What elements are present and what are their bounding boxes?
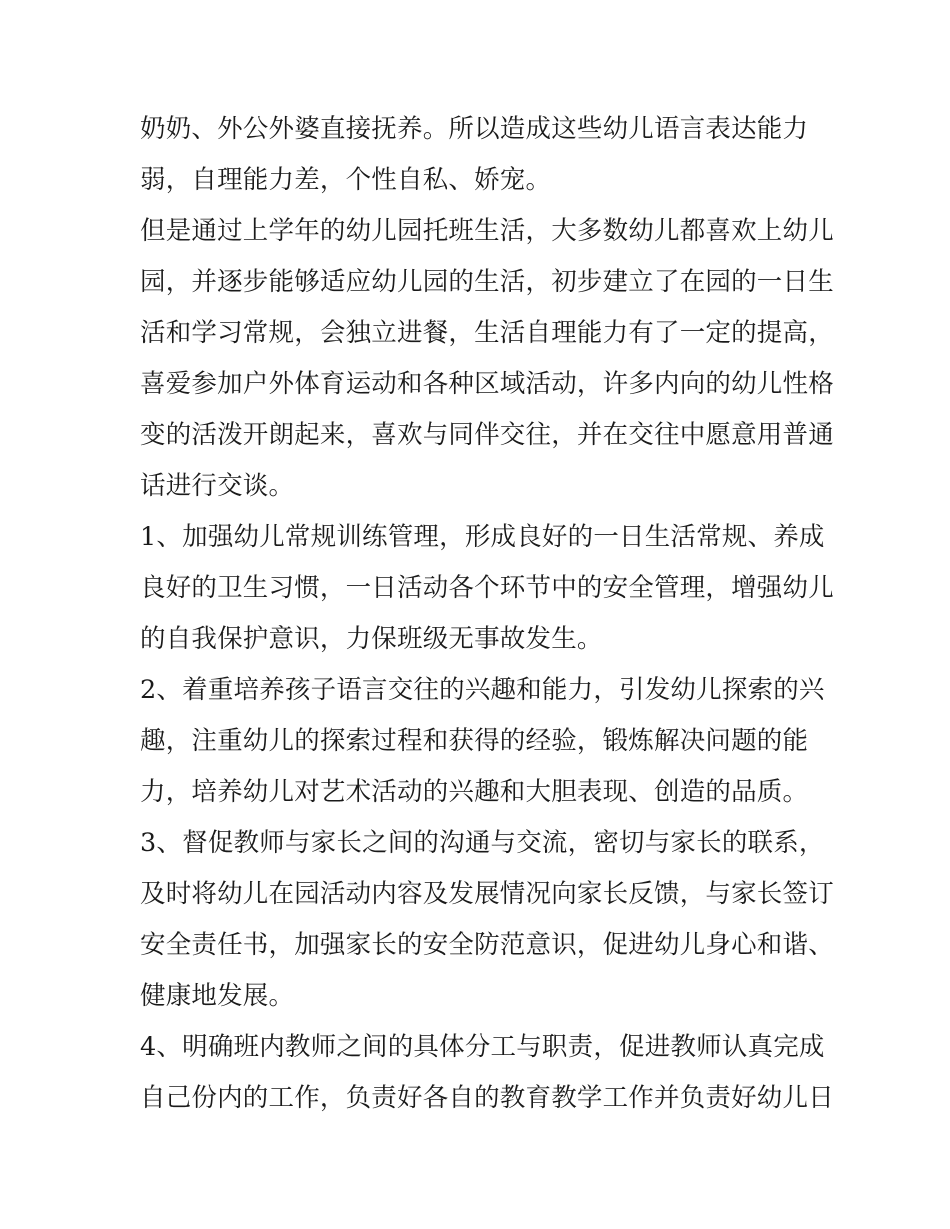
text-line: 活和学习常规，会独立进餐，生活自理能力有了一定的提高， xyxy=(140,318,834,348)
document-body xyxy=(140,104,834,1124)
text-line: 健康地发展。 xyxy=(140,981,295,1011)
text-line: 奶奶、外公外婆直接抚养。所以造成这些幼儿语言表达能力 xyxy=(140,114,809,144)
text-line: 但是通过上学年的幼儿园托班生活，大多数幼儿都喜欢上幼儿 xyxy=(140,216,834,246)
text-line: 变的活泼开朗起来，喜欢与同伴交往，并在交往中愿意用普通 xyxy=(140,420,834,450)
text-line: 1、加强幼儿常规训练管理，形成良好的一日生活常规、养成 xyxy=(140,522,825,552)
text-line: 的自我保护意识，力保班级无事故发生。 xyxy=(140,624,603,654)
text-line: 力，培养幼儿对艺术活动的兴趣和大胆表现、创造的品质。 xyxy=(140,777,809,807)
text-line: 弱，自理能力差，个性自私、娇宠。 xyxy=(140,165,552,195)
text-line: 及时将幼儿在园活动内容及发展情况向家长反馈，与家长签订 xyxy=(140,879,834,909)
text-line: 2、着重培养孩子语言交往的兴趣和能力，引发幼儿探索的兴 xyxy=(140,675,825,705)
text-line: 话进行交谈。 xyxy=(140,471,295,501)
text-line: 4、明确班内教师之间的具体分工与职责，促进教师认真完成 xyxy=(140,1032,825,1062)
text-line: 良好的卫生习惯，一日活动各个环节中的安全管理，增强幼儿 xyxy=(140,573,834,603)
text-line: 安全责任书，加强家长的安全防范意识，促进幼儿身心和谐、 xyxy=(140,930,834,960)
text-line: 3、督促教师与家长之间的沟通与交流，密切与家长的联系， xyxy=(140,828,825,858)
text-line: 园，并逐步能够适应幼儿园的生活，初步建立了在园的一日生 xyxy=(140,267,834,297)
text-line: 喜爱参加户外体育运动和各种区域活动，许多内向的幼儿性格 xyxy=(140,369,834,399)
text-line: 自己份内的工作，负责好各自的教育教学工作并负责好幼儿日 xyxy=(140,1083,834,1113)
text-line: 趣，注重幼儿的探索过程和获得的经验，锻炼解决问题的能 xyxy=(140,726,809,756)
